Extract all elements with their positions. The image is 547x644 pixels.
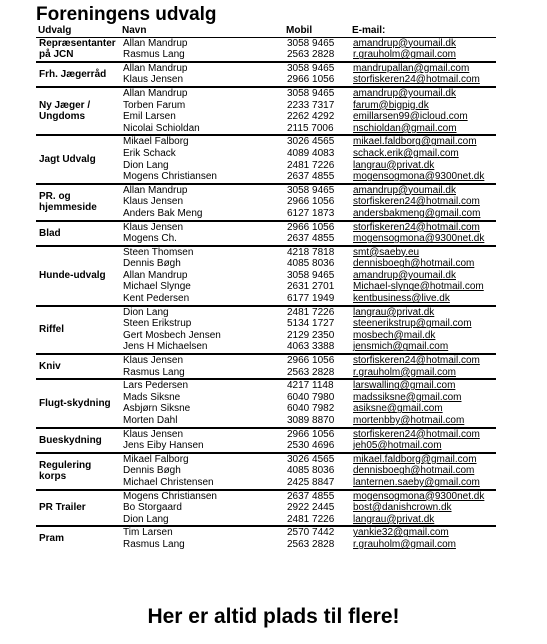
member-email[interactable]: larswalling@gmail.com bbox=[350, 379, 496, 392]
member-name: Rasmus Lang bbox=[123, 366, 185, 378]
member-email[interactable]: mikael.faldborg@gmail.com bbox=[350, 453, 496, 466]
table-row bbox=[36, 306, 496, 319]
table-row bbox=[36, 354, 496, 367]
member-phone: 2115 7006 bbox=[287, 122, 334, 134]
group-name: Flugt-skydning bbox=[36, 379, 120, 427]
member-name: Klaus Jensen bbox=[123, 74, 184, 86]
member-phone: 2922 2445 bbox=[287, 502, 335, 514]
member-phone: 2966 1056 bbox=[287, 74, 335, 86]
member-email[interactable]: steenerikstrup@gmail.com bbox=[353, 318, 472, 330]
member-name: Mogens Ch. bbox=[123, 233, 177, 245]
member-phone: 2563 2828 bbox=[287, 366, 335, 378]
member-phone: 4089 4083 bbox=[287, 147, 335, 159]
member-email[interactable]: emillarsen99@icloud.com bbox=[353, 111, 468, 123]
member-email[interactable]: mortenbby@hotmail.com bbox=[353, 415, 465, 426]
member-phone: 4218 7818 bbox=[284, 246, 350, 259]
member-phone: 3058 9465 bbox=[284, 184, 350, 197]
member-name: Allan Mandrup bbox=[120, 62, 284, 75]
member-name: Jens Eiby Hansen bbox=[123, 440, 204, 452]
group-name: Hunde-udvalg bbox=[36, 246, 120, 306]
member-name: Allan Mandrup bbox=[120, 37, 284, 49]
member-name: Allan Mandrup bbox=[120, 87, 284, 100]
member-phone: 6177 1949 bbox=[287, 293, 335, 305]
member-phone: 2570 7442 bbox=[284, 526, 350, 539]
group-name: PR. og hjemmeside bbox=[36, 184, 120, 221]
member-email[interactable]: smt@saeby.eu bbox=[350, 246, 496, 259]
page-title: Foreningens udvalg bbox=[36, 4, 217, 25]
member-name: Klaus Jensen bbox=[120, 428, 284, 441]
member-phone: 3026 4565 bbox=[284, 135, 350, 148]
member-phone: 2966 1056 bbox=[284, 221, 350, 234]
member-phone: 2425 8847 bbox=[287, 476, 335, 488]
member-phone: 4085 8036 bbox=[287, 465, 335, 477]
member-phone: 5134 1727 bbox=[287, 318, 335, 330]
member-phone: 2262 4292 bbox=[287, 111, 335, 123]
table-row bbox=[36, 62, 496, 75]
member-phone: 2631 2701 bbox=[287, 281, 335, 293]
header-email: E-mail: bbox=[350, 25, 496, 37]
member-phone: 4085 8036 bbox=[287, 258, 335, 270]
member-phone: 6040 7980 bbox=[287, 391, 335, 403]
member-phone: 2530 4696 bbox=[287, 440, 335, 452]
member-name: Mads Siksne bbox=[123, 391, 181, 403]
group-name: Blad bbox=[36, 221, 120, 246]
member-email[interactable]: amandrup@youmail.dk bbox=[350, 184, 496, 197]
member-phone: 2563 2828 bbox=[287, 538, 335, 550]
member-phone: 2966 1056 bbox=[284, 428, 350, 441]
member-email[interactable]: amandrup@youmail.dk bbox=[353, 269, 456, 281]
member-name: Dion Lang bbox=[123, 159, 169, 171]
member-phone: 6040 7982 bbox=[287, 403, 335, 415]
group-name: PR Trailer bbox=[36, 490, 120, 527]
member-phone: 4217 1148 bbox=[284, 379, 350, 392]
member-phone: 2233 7317 bbox=[287, 99, 335, 111]
table-row bbox=[36, 379, 496, 392]
member-email[interactable]: storfiskeren24@hotmail.com bbox=[350, 221, 496, 234]
group-name: Bueskydning bbox=[36, 428, 120, 453]
member-phone: 2481 7226 bbox=[287, 159, 335, 171]
member-name: Dion Lang bbox=[120, 306, 284, 319]
member-email[interactable]: storfiskeren24@hotmail.com bbox=[353, 196, 480, 208]
member-name: Michael Slynge bbox=[123, 281, 191, 293]
header-group: Udvalg bbox=[36, 25, 120, 37]
member-email[interactable]: yankie32@gmail.com bbox=[350, 526, 496, 539]
header-phone: Mobil bbox=[284, 25, 350, 37]
member-email[interactable]: storfiskeren24@hotmail.com bbox=[350, 428, 496, 441]
member-email[interactable]: amandrup@youmail.dk bbox=[350, 87, 496, 100]
member-phone: 4063 3388 bbox=[287, 341, 335, 353]
member-name: Steen Thomsen bbox=[120, 246, 284, 259]
group-name: Regulering korps bbox=[36, 453, 120, 490]
member-email[interactable]: jensmich@gmail.com bbox=[353, 341, 449, 353]
member-phone: 2563 2828 bbox=[287, 49, 335, 61]
header-name: Navn bbox=[120, 25, 284, 37]
member-phone: 3058 9465 bbox=[284, 87, 350, 100]
member-email[interactable]: kentbusiness@live.dk bbox=[353, 293, 450, 305]
member-phone: 3058 9465 bbox=[287, 269, 335, 281]
member-email[interactable]: mogensogmona@9300net.dk bbox=[353, 171, 485, 183]
table-row bbox=[36, 37, 496, 49]
member-name: Torben Farum bbox=[123, 99, 186, 111]
member-phone: 2637 4855 bbox=[287, 233, 335, 245]
member-phone: 3058 9465 bbox=[284, 62, 350, 75]
member-name: Nicolai Schioldan bbox=[123, 122, 200, 134]
committee-body bbox=[36, 37, 496, 550]
group-name: Frh. Jægerråd bbox=[36, 62, 120, 87]
table-row bbox=[36, 428, 496, 441]
member-phone: 2481 7226 bbox=[284, 306, 350, 319]
member-email[interactable]: lanternen.saeby@gmail.com bbox=[353, 476, 480, 488]
member-name: Emil Larsen bbox=[123, 111, 176, 123]
header-row bbox=[36, 25, 496, 37]
group-name: Pram bbox=[36, 526, 120, 550]
member-email[interactable]: storfiskeren24@hotmail.com bbox=[350, 354, 496, 367]
member-email[interactable]: r.grauholm@gmail.com bbox=[353, 366, 456, 378]
member-name: Steen Erikstrup bbox=[123, 318, 192, 330]
member-name: Morten Dahl bbox=[123, 415, 178, 426]
member-email[interactable]: nschioldan@gmail.com bbox=[353, 122, 457, 134]
member-name: Tim Larsen bbox=[120, 526, 284, 539]
committee-table bbox=[36, 25, 496, 551]
member-name: Michael Christensen bbox=[123, 476, 214, 488]
member-name: Kent Pedersen bbox=[123, 293, 190, 305]
member-email[interactable]: jeh05@hotmail.com bbox=[353, 440, 442, 452]
member-name: Anders Bak Meng bbox=[123, 207, 203, 219]
member-email[interactable]: mosbech@mail.dk bbox=[353, 329, 436, 341]
member-name: Klaus Jensen bbox=[120, 221, 284, 234]
group-name: Ny Jæger / Ungdoms bbox=[36, 87, 120, 135]
member-name: Erik Schack bbox=[123, 147, 176, 159]
member-phone: 2129 2350 bbox=[287, 329, 335, 341]
member-email[interactable]: amandrup@youmail.dk bbox=[350, 37, 496, 49]
member-name: Dion Lang bbox=[123, 513, 169, 525]
member-email[interactable]: andersbakmeng@gmail.com bbox=[353, 207, 481, 219]
member-phone: 2966 1056 bbox=[284, 354, 350, 367]
table-row bbox=[36, 490, 496, 503]
member-email[interactable]: farum@bigpig.dk bbox=[353, 99, 429, 111]
member-name: Mikael Falborg bbox=[120, 453, 284, 466]
member-name: Klaus Jensen bbox=[123, 196, 184, 208]
member-phone: 2481 7226 bbox=[287, 513, 335, 525]
member-phone: 3026 4565 bbox=[284, 453, 350, 466]
member-email[interactable]: madssiksne@gmail.com bbox=[353, 391, 462, 403]
table-row bbox=[36, 526, 496, 539]
member-email[interactable]: mogensogmona@9300net.dk bbox=[350, 490, 496, 503]
member-email[interactable]: bost@danishcrown.dk bbox=[353, 502, 452, 514]
member-email[interactable]: Michael-slynge@hotmail.com bbox=[353, 281, 484, 293]
member-name: Dennis Bøgh bbox=[123, 258, 181, 270]
group-name: Jagt Udvalg bbox=[36, 135, 120, 183]
member-email[interactable]: dennisboegh@hotmail.com bbox=[353, 258, 475, 270]
member-name: Allan Mandrup bbox=[123, 269, 188, 281]
member-email[interactable]: langrau@privat.dk bbox=[353, 513, 435, 525]
member-email[interactable]: mandrupallan@gmail.com bbox=[350, 62, 496, 75]
member-phone: 6127 1873 bbox=[287, 207, 335, 219]
member-phone: 2637 4855 bbox=[287, 171, 335, 183]
member-name: Rasmus Lang bbox=[123, 538, 185, 550]
table-row bbox=[36, 221, 496, 234]
member-email[interactable]: dennisboegh@hotmail.com bbox=[353, 465, 475, 477]
member-name: Bo Storgaard bbox=[123, 502, 182, 514]
member-email[interactable]: mogensogmona@9300net.dk bbox=[353, 233, 485, 245]
member-email[interactable]: r.grauholm@gmail.com bbox=[353, 49, 456, 61]
member-name: Mikael Falborg bbox=[120, 135, 284, 148]
member-email[interactable]: asiksne@gmail.com bbox=[353, 403, 443, 415]
footer-slogan: Her er altid plads til flere! bbox=[147, 605, 400, 628]
member-phone: 3058 9465 bbox=[284, 37, 350, 49]
group-name: Repræsentanter på JCN bbox=[36, 37, 120, 62]
member-name: Rasmus Lang bbox=[123, 49, 185, 61]
member-email[interactable]: storfiskeren24@hotmail.com bbox=[353, 74, 480, 86]
member-name: Allan Mandrup bbox=[120, 184, 284, 197]
member-name: Klaus Jensen bbox=[120, 354, 284, 367]
member-name: Mogens Christiansen bbox=[123, 171, 217, 183]
member-name: Gert Mosbech Jensen bbox=[123, 329, 221, 341]
member-name: Dennis Bøgh bbox=[123, 465, 181, 477]
table-row bbox=[36, 87, 496, 100]
group-name: Riffel bbox=[36, 306, 120, 354]
member-name: Asbjørn Siksne bbox=[123, 403, 191, 415]
table-row bbox=[36, 453, 496, 466]
member-name: Lars Pedersen bbox=[120, 379, 284, 392]
member-email[interactable]: mikael.faldborg@gmail.com bbox=[350, 135, 496, 148]
table-row bbox=[36, 184, 496, 197]
member-email[interactable]: schack.erik@gmail.com bbox=[353, 147, 459, 159]
table-row bbox=[36, 135, 496, 148]
member-name: Jens H Michaelsen bbox=[123, 341, 208, 353]
member-phone: 2966 1056 bbox=[287, 196, 335, 208]
member-phone: 3089 8870 bbox=[287, 415, 335, 426]
member-phone: 2637 4855 bbox=[284, 490, 350, 503]
member-name: Mogens Christiansen bbox=[120, 490, 284, 503]
member-email[interactable]: langrau@privat.dk bbox=[350, 306, 496, 319]
group-name: Kniv bbox=[36, 354, 120, 379]
member-email[interactable]: langrau@privat.dk bbox=[353, 159, 435, 171]
member-email[interactable]: r.grauholm@gmail.com bbox=[353, 538, 456, 550]
table-row bbox=[36, 246, 496, 259]
